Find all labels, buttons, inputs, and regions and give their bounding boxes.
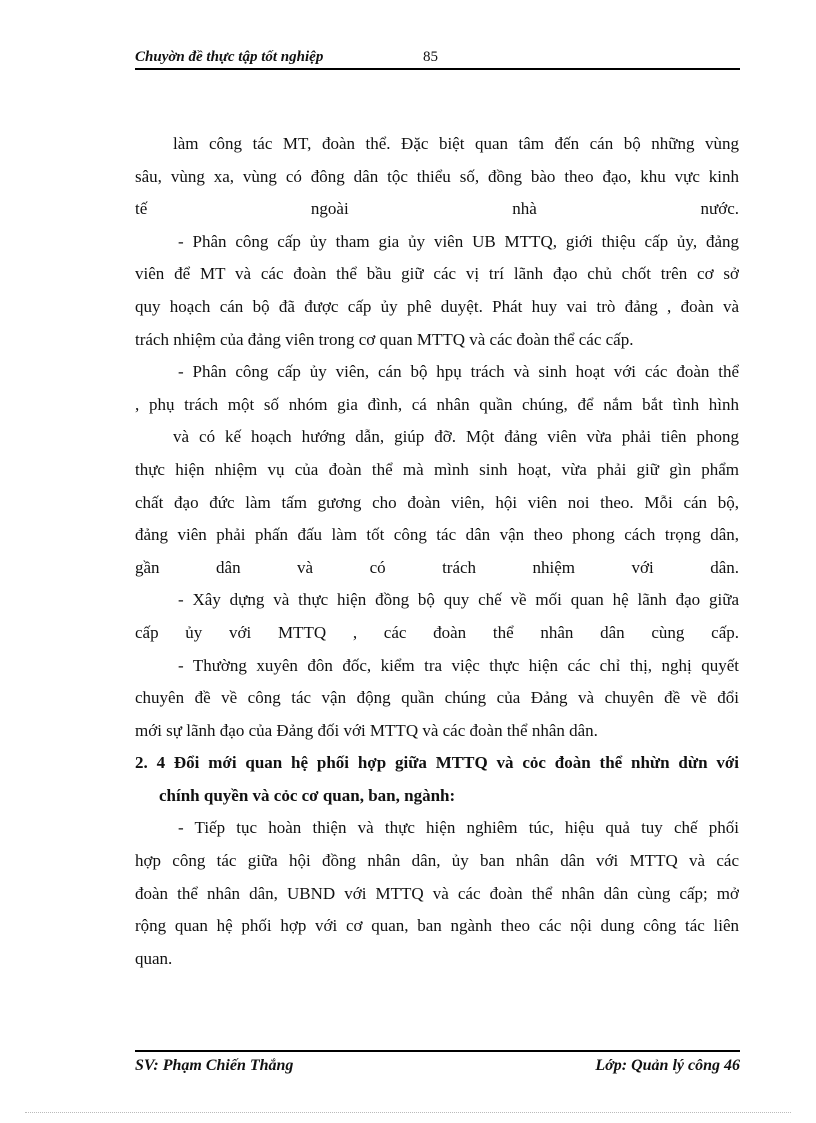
- text-line: hợp công tác giữa hội đồng nhân dân, ủy ban nhân dân với MTTQ và các: [135, 851, 739, 871]
- text-line: sâu, vùng xa, vùng có đông dân tộc thiểu số, đồng bào theo đạo, khu vực kinh: [135, 166, 739, 186]
- text-line: - Xây dựng và thực hiện đồng bộ quy chế về mối quan hệ lãnh đạo giữa: [178, 590, 739, 610]
- document-body: [135, 128, 739, 975]
- text-line: làm công tác MT, đoàn thể. Đặc biệt quan tâm đến cán bộ những vùng: [173, 134, 739, 153]
- text-line: rộng quan hệ phối hợp với cơ quan, ban ngành theo các nội dung công tác liên: [135, 916, 739, 936]
- text-line: trách nhiệm của đảng viên trong cơ quan MTTQ và các đoàn thể các cấp.: [135, 329, 634, 349]
- footer-class: Lớp: Quản lý công 46: [595, 1057, 740, 1074]
- text-line: quan.: [135, 948, 173, 968]
- page-edge-divider: [25, 1112, 791, 1113]
- section-heading-cont: chính quyền và cỏc cơ quan, ban, ngành:: [159, 785, 456, 805]
- section-heading: 2. 4 Đổi mới quan hệ phối hợp giữa MTTQ và cỏc đoàn thể nhừn dừn với: [135, 753, 739, 773]
- text-line: viên để MT và các đoàn thể bầu giữ các vị trí lãnh đạo chủ chốt trên cơ sở: [135, 264, 739, 284]
- text-line: - Phân công cấp ủy tham gia ủy viên UB MTTQ, giới thiệu cấp ủy, đảng: [178, 231, 739, 251]
- page-header: [135, 46, 740, 70]
- text-line: - Tiếp tục hoàn thiện và thực hiện nghiêm túc, hiệu quả tuy chế phối: [178, 818, 739, 838]
- footer-student: SV: Phạm Chiến Thắng: [135, 1057, 294, 1074]
- page-footer: [135, 1050, 740, 1080]
- header-title: Chuyờn đề thực tập tốt nghiệp: [135, 49, 324, 65]
- text-line: quy hoạch cán bộ đã được cấp ủy phê duyệt. Phát huy vai trò đảng , đoàn và: [135, 296, 739, 316]
- text-line: thực hiện nhiệm vụ của đoàn thể mà mình sinh hoạt, vừa phải giữ gìn phẩm: [135, 459, 739, 479]
- text-line: chuyên đề về công tác vận động quần chúng của Đảng và chuyên đề về đổi: [135, 688, 739, 708]
- footer-rule: [135, 1050, 740, 1052]
- text-line: cấp ủy với MTTQ , các đoàn thể nhân dân cùng cấp.: [135, 622, 739, 642]
- text-line: mới sự lãnh đạo của Đảng đối với MTTQ và các đoàn thể nhân dân.: [135, 720, 598, 740]
- header-rule: [135, 68, 740, 70]
- text-line: đảng viên phải phấn đấu làm tốt công tác dân vận theo phong cách trọng dân,: [135, 525, 739, 545]
- text-line: - Thường xuyên đôn đốc, kiểm tra việc thực hiện các chỉ thị, nghị quyết: [178, 655, 739, 675]
- text-line: tế ngoài nhà nước.: [135, 199, 739, 219]
- text-line: đoàn thể nhân dân, UBND với MTTQ và các đoàn thể nhân dân cùng cấp; mở: [135, 883, 739, 903]
- page-number: 85: [423, 49, 438, 65]
- text-line: gần dân và có trách nhiệm với dân.: [135, 557, 739, 577]
- text-line: và có kế hoạch hướng dẫn, giúp đỡ. Một đảng viên vừa phải tiên phong: [173, 427, 739, 447]
- text-line: , phụ trách một số nhóm gia đình, cá nhân quần chúng, để nắm bắt tình hình: [135, 394, 739, 414]
- text-line: chất đạo đức làm tấm gương cho đoàn viên, hội viên noi theo. Mỗi cán bộ,: [135, 492, 739, 512]
- text-line: - Phân công cấp ủy viên, cán bộ hpụ trách và sinh hoạt với các đoàn thể: [178, 362, 739, 382]
